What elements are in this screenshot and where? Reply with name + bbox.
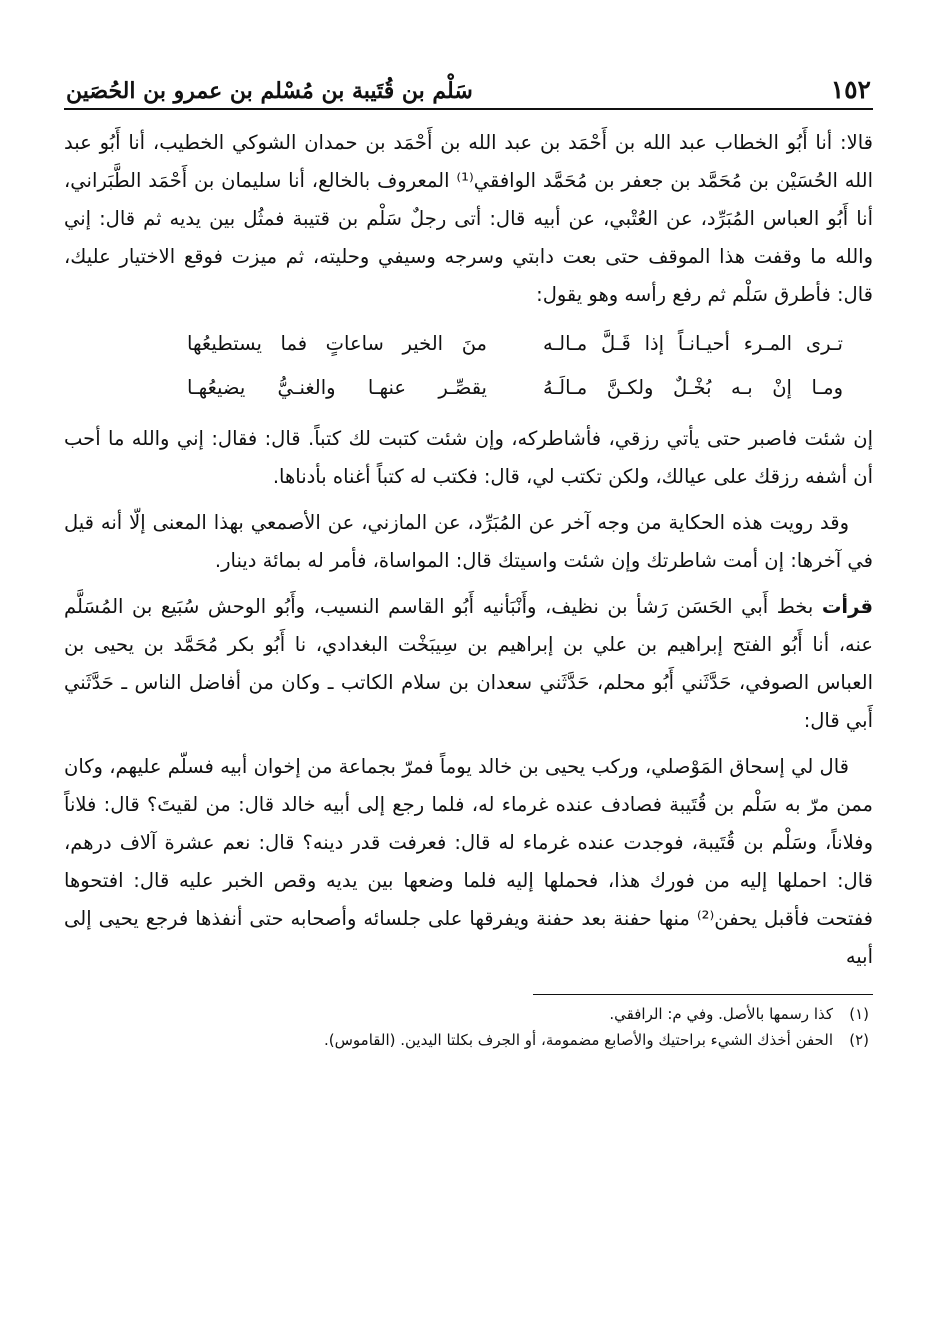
paragraph-3-text: بخط أَبي الحَسَن رَشأ بن نظيف، وأَنْبَأنيه أَبُو القاسم النسيب، وأَبُو الوحش سُبَيع بن المُسَلَّم عنه، أنا أَبُو الفتح إبراهيم بن علي بن إبراهيم بن سِيبَخْت البغدادي، نا أَبُو بكر مُحَمَّد بن يحيى بن العباس الصوفي، حَدَّثَني أَبُو محلم، حَدَّثَني سعدان بن سلام الكاتب ـ وكان من أفاضل الناس ـ حَدَّثَني أَبي قال: xyxy=(64,595,873,732)
paragraph-2: وقد رويت هذه الحكاية من وجه آخر عن المُبَرِّد، عن المازني، عن الأصمعي بهذا المعنى إلّا أنه قيل في آخرها: إن أمت شاطرتك وإن شئت واسيتك قال: المواساة، فأمر له بمائة دينار. xyxy=(64,511,873,572)
verse-2-first-hemistich: ومـا إنْ بـه بُخْـلٌ ولكـنَّ مـالَـهُ xyxy=(543,376,843,399)
footnote-1-text: كذا رسمها بالأصل. وفي م: الرافقي. xyxy=(609,1005,833,1023)
poem-verse-1 xyxy=(64,322,873,366)
poem-verse-2 xyxy=(64,366,873,410)
footnote-2 xyxy=(64,1027,869,1053)
paragraph-3-lead-word: قرأت xyxy=(821,595,873,618)
verse-1-second-hemistich: منَ الخير ساعاتٍ فما يستطيعُها xyxy=(187,332,487,355)
paragraph-4: قال لي إسحاق المَوْصلي، وركب يحيى بن خالد يوماً فمرّ بجماعة من إخوان أبيه فسلّم عليهم، وكان ممن مرّ به سَلْم بن قُتَيبة فصادف عنده غرماء له، فلما رجع إلى أبيه خالد قال: من لقيتَ؟ قال: فلاناً وفلاناً، وسَلْم بن قُتَيبة، فوجدت عنده غرماء له قال: فعرفت قدر دينه؟ قال: نعم عشرة آلاف درهم، قال: احملها إليه من فورك هذا، فحملها إليه فلما وضعها بين يديه وقص الخبر عليه قال: افتحوها ففتحت فأقبل يحفن⁽²⁾ منها حفنة بعد حفنة ويفرقها على جلسائه وأصحابه حتى أنفذها فرجع يحيى إلى أبيه xyxy=(64,755,874,968)
footnote-2-number: (٢) xyxy=(849,1031,869,1049)
footnote-1 xyxy=(64,1001,869,1027)
footnote-1-number: (١) xyxy=(849,1005,869,1023)
body-text xyxy=(64,124,873,976)
paragraph-1: قالا: أنا أَبُو الخطاب عبد الله بن أَحْمَد بن عبد الله بن أَحْمَد بن حمدان الشوكي الخطيب، أنا أَبُو عبد الله الحُسَيْن بن مُحَمَّد بن جعفر بن مُحَمَّد الوافقي⁽¹⁾ المعروف بالخالع، أنا سليمان بن أَحْمَد الطَّبَراني، أنا أَبُو العباس المُبَرِّد، عن العُتْبي، عن أبيه قال: أتى رجلٌ سَلْم بن قتيبة فمثُل بين يديه ثم قال: إني والله ما وقفت هذا الموقف حتى بعت دابتي وسرجه وسيفي وحليته، ثم ميزت فوقع الاختيار عليك، قال: فأطرق سَلْم ثم رفع رأسه وهو يقول: xyxy=(64,131,873,306)
poem xyxy=(64,322,873,410)
footnote-divider xyxy=(533,994,873,995)
running-title: سَلْم بن قُتَيبة بن مُسْلم بن عمرو بن الحُصَين xyxy=(66,78,473,104)
footnote-2-text: الحفن أخذك الشيء براحتيك والأصابع مضمومة، أو الجرف بكلتا اليدين. (القاموس). xyxy=(324,1031,833,1049)
footnotes xyxy=(64,1001,873,1053)
paragraph-after-poem: إن شئت فاصبر حتى يأتي رزقي، فأشاطركه، وإن شئت كتبت لك كتباً. قال: فقال: إني والله ما أحب أن أشفه رزقك على عيالك، ولكن تكتب لي، قال: فكتب له كتباً أغناه بأدناها. xyxy=(64,427,873,488)
paragraph-3 xyxy=(64,588,873,740)
page-number: ١٥٢ xyxy=(830,75,871,104)
verse-1-first-hemistich: تـرى المـرء أحيـانـاً إذا قَـلَّ مـالـه xyxy=(543,332,843,355)
verse-2-second-hemistich: يقصِّـر عنهـا والغنـيُّ يضيعُهـا xyxy=(187,376,487,399)
page-header xyxy=(64,60,873,110)
